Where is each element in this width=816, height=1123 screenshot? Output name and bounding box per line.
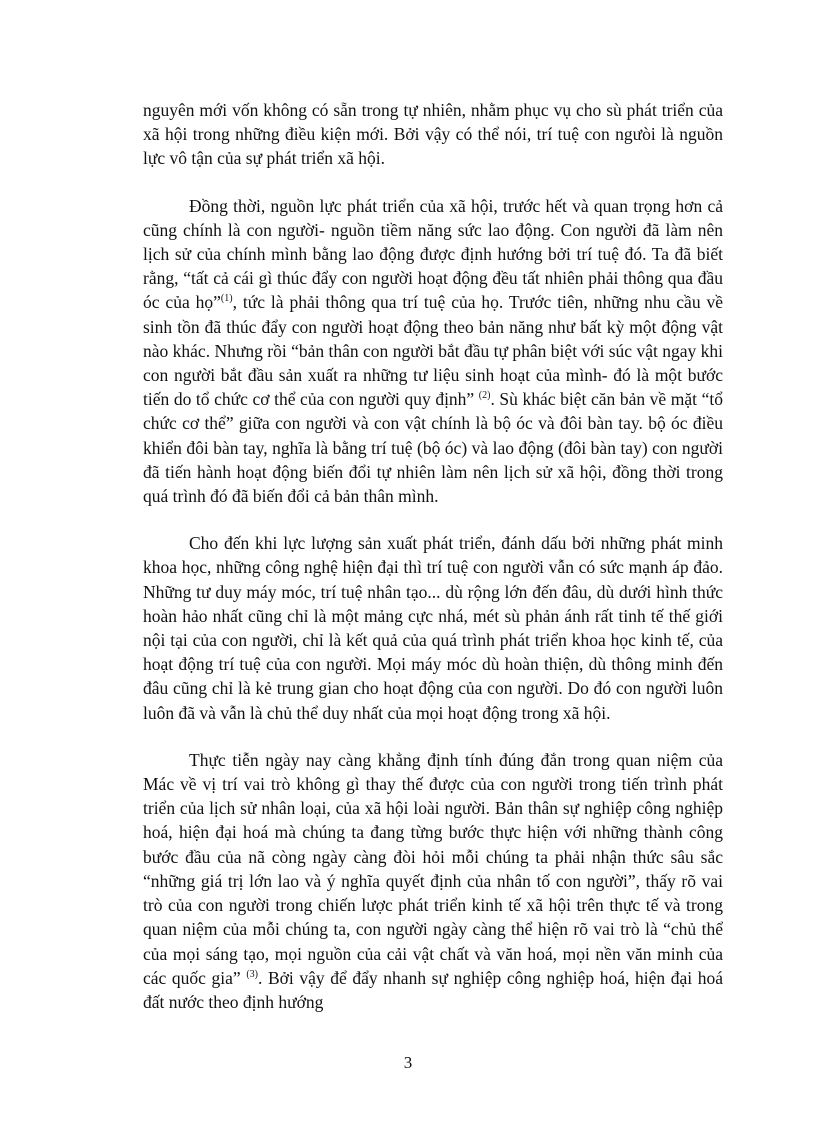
paragraph-text: Thực tiễn ngày nay càng khẳng định tính đúng đắn trong quan niệm của Mác về vị trí vai trò không gì thay thế được của con người trong tiến trình phát triển của lịch sử nhân loại, của xã hội loài người. Bản thân sự nghiệp công nghiệp hoá, hiện đại hoá mà chúng ta đang từng bước thực hiện với những thành công bước đầu của nã còng ngày càng đòi hỏi mỗi chúng ta phải nhận thức sâu sắc “những giá trị lớn lao và ý nghĩa quyết định của nhân tố con người”, thấy rõ vai trò của con người trong chiến lược phát triển kinh tế xã hội trên thực tế và trong quan niệm của mỗi chúng ta, con người ngày càng thể hiện rõ vai trò là “chủ thể của mọi sáng tạo, mọi nguồn của cải vật chất và văn hoá, mọi nền văn minh của các quốc gia” [143,749,723,988]
footnote-ref-1: (1) [220,293,233,305]
paragraph-text: Đồng thời, nguồn lực phát triển của xã hội, trước hết và quan trọng hơn cả cũng chính là con người- nguồn tiềm năng sức lao động. Con người đã làm nên lịch sử của chính mình bằng lao động được định hướng bởi trí tuệ đó. Ta đã biết rằng, “tất cả cái gì thúc đẩy con người hoạt động đều tất nhiên phải thông qua đầu óc của họ” [143,195,723,313]
paragraph-text: , tức là phải thông qua trí tuệ của họ. Trước tiên, những nhu cầu về sinh tồn đã thúc đẩy con người hoạt động theo bản năng như bất kỳ một động vật nào khác. Nhưng rồi “bản thân con người bắt đầu tự phân biệt với súc vật ngay khi con người bắt đầu sản xuất ra những tư liệu sinh hoạt của mình- đó là một bước tiến do tổ chức cơ thể của con người quy định” [143,292,723,410]
paragraph-3 [143,531,723,725]
paragraph-text: Cho đến khi lực lượng sản xuất phát triển, đánh dấu bởi những phát minh khoa học, những công nghệ hiện đại thì trí tuệ con người vẫn có sức mạnh áp đảo. Những tư duy máy móc, trí tuệ nhân tạo... dù rộng lớn đến đâu, dù dưới hình thức hoàn hảo nhất cũng chỉ là một mảng cực nhá, mét sù phản ánh rất tinh tế thế giới nội tại của con người, chỉ là kết quả của quá trình phát triển khoa học kinh tế, của hoạt động trí tuệ của con người. Mọi máy móc dù hoàn thiện, dù thông minh đến đâu cũng chỉ là kẻ trung gian cho hoạt động của con người. Do đó con người luôn luôn đã và vẫn là chủ thể duy nhất của mọi hoạt động trong xã hội. [143,533,723,723]
document-page [143,98,723,1037]
paragraph-2 [143,194,723,509]
paragraph-text: nguyên mới vốn không có sẵn trong tự nhiên, nhằm phục vụ cho sù phát triển của xã hội trong những điều kiện mới. Bởi vậy có thể nói, trí tuệ con ngưòi là nguồn lực vô tận của sự phát triển xã hội. [143,100,723,169]
page-number: 3 [403,1053,413,1072]
paragraph-1 [143,98,723,171]
paragraph-4 [143,748,723,1014]
paragraph-text: . Bởi vậy để đẩy nhanh sự nghiệp công nghiệp hoá, hiện đại hoá đất nước theo định hướng [143,967,723,1012]
paragraph-text: . Sù khác biệt căn bản về mặt “tổ chức cơ thể” giữa con người và con vật chính là bộ óc và đôi bàn tay. bộ óc điều khiển đôi bàn tay, nghĩa là bằng trí tuệ (bộ óc) và lao động (đôi bàn tay) con người đã tiến hành hoạt động biến đổi tự nhiên làm nên lịch sử xã hội, đồng thời trong quá trình đó đã biến đổi cả bản thân mình. [143,389,724,507]
footnote-ref-2: (2) [478,390,491,402]
footnote-ref-3: (3) [246,968,258,980]
